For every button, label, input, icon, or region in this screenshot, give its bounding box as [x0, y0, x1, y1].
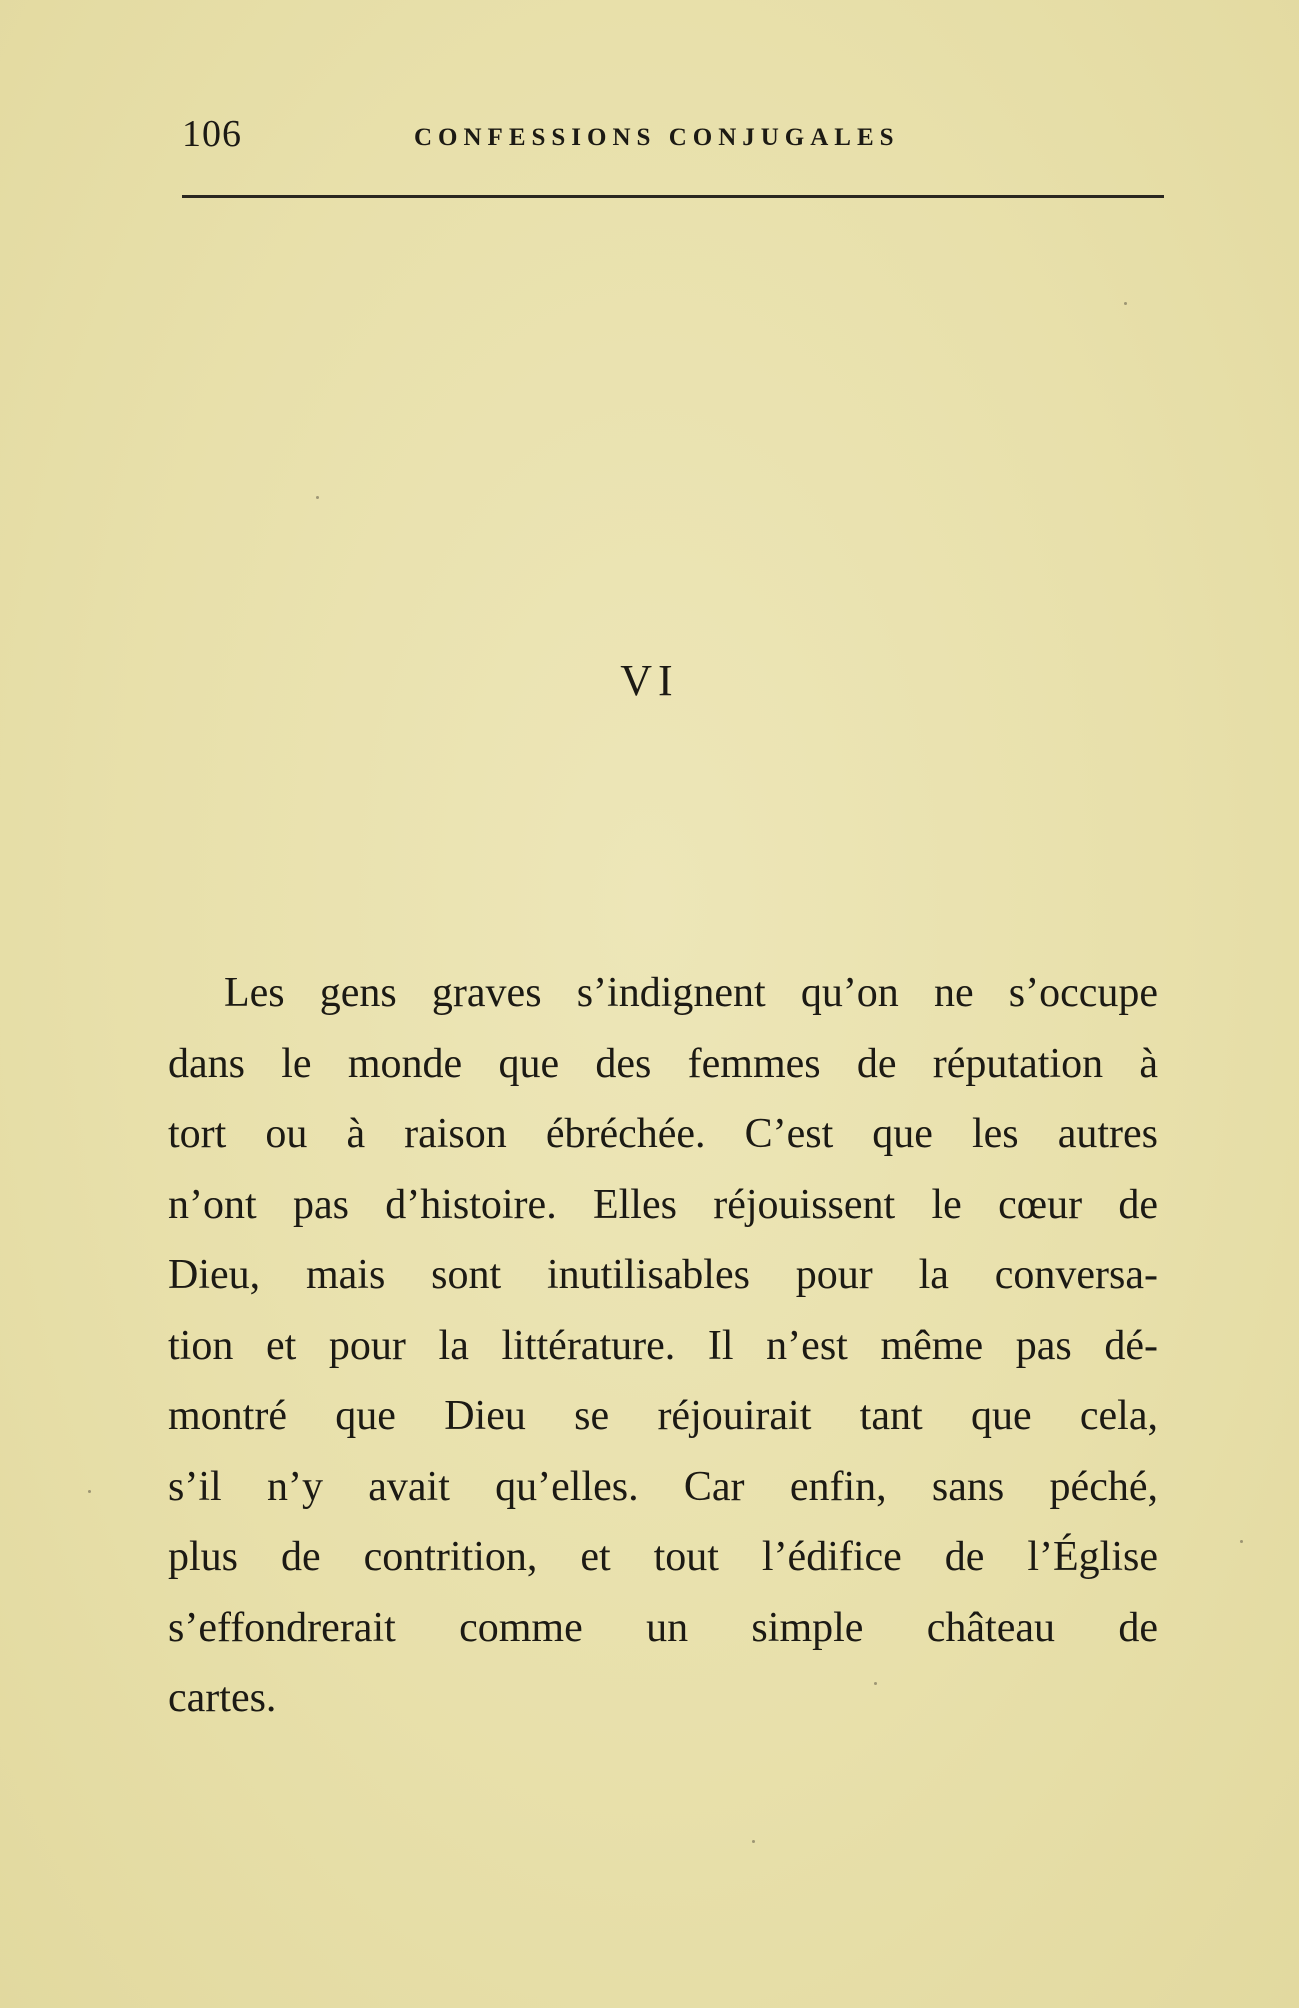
paragraph-line: plus de contrition, et tout l’édifice de l’Église	[168, 1534, 1158, 1580]
page-number: 106	[182, 113, 242, 155]
chapter-number: VI	[620, 656, 679, 705]
paper-speck	[874, 1682, 877, 1685]
paper-speck	[88, 1490, 91, 1493]
paragraph-line: tort ou à raison ébréchée. C’est que les autres	[168, 1111, 1158, 1157]
paper-speck	[1240, 1540, 1243, 1543]
paper-speck	[1124, 302, 1127, 305]
paragraph-line: tion et pour la littérature. Il n’est même pas dé-	[168, 1322, 1158, 1369]
paragraph-line: cartes.	[168, 1675, 277, 1721]
paper-speck	[316, 496, 319, 499]
paragraph-line: s’effondrerait comme un simple château de	[168, 1604, 1158, 1651]
paragraph-line: n’ont pas d’histoire. Elles réjouissent le cœur de	[168, 1181, 1158, 1228]
paragraph-line: s’il n’y avait qu’elles. Car enfin, sans péché,	[168, 1463, 1158, 1510]
paragraph-line: montré que Dieu se réjouirait tant que cela,	[168, 1393, 1158, 1439]
paragraph	[168, 958, 1158, 1734]
paper-speck	[752, 1840, 755, 1843]
running-title: CONFESSIONS CONJUGALES	[414, 124, 900, 151]
paragraph-line: Les gens graves s’indignent qu’on ne s’occupe	[224, 970, 1158, 1016]
paragraph-line: Dieu, mais sont inutilisables pour la conversa-	[168, 1252, 1158, 1298]
paragraph-line: dans le monde que des femmes de réputation à	[168, 1040, 1158, 1087]
header-rule	[182, 195, 1164, 198]
